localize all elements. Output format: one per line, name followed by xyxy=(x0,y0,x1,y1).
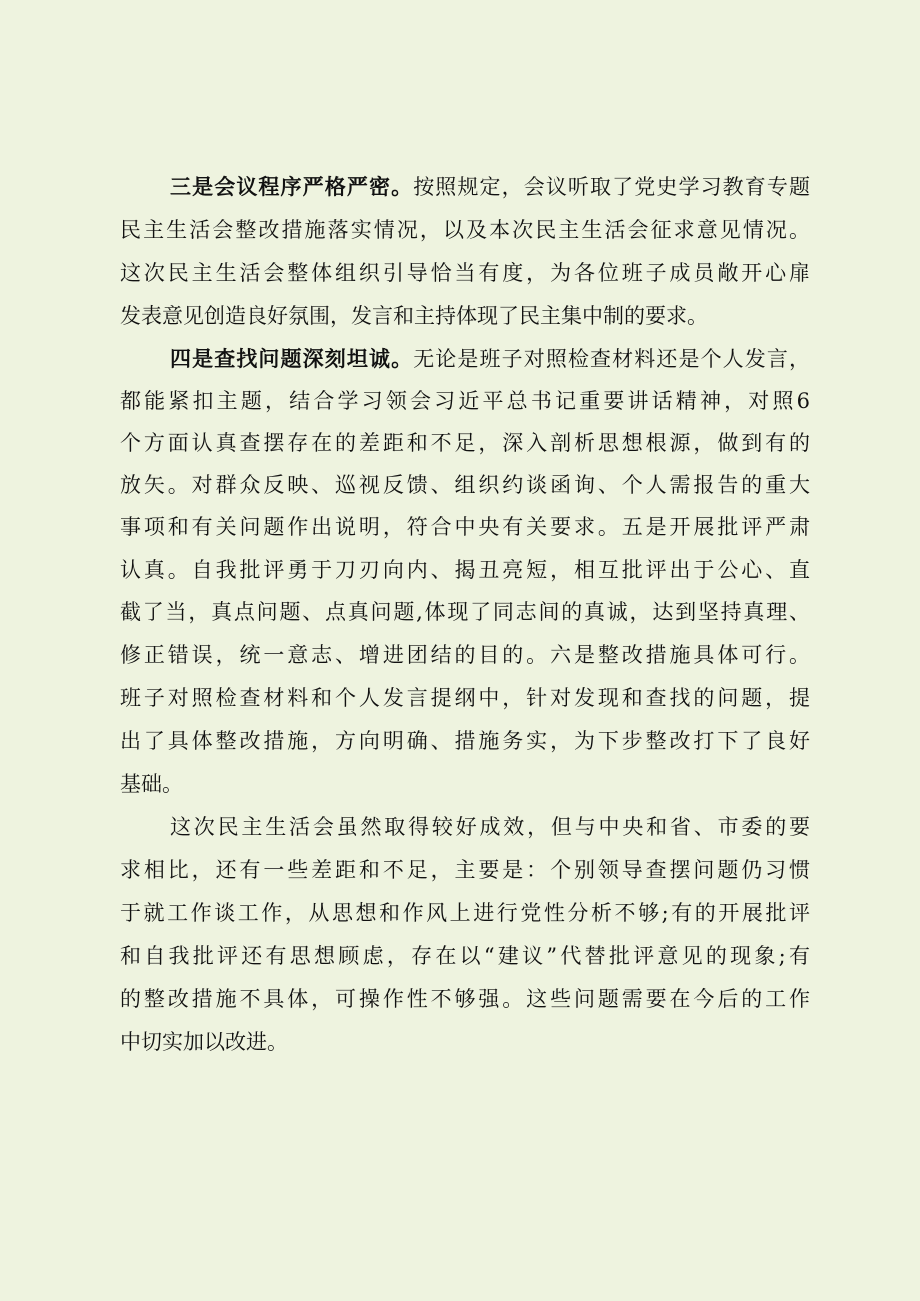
paragraph-3-line-3: 于就工作谈工作，从思想和作风上进行党性分析不够;有的开展批评 xyxy=(120,901,810,925)
paragraph-2-line-1 xyxy=(170,345,810,373)
paragraph-2-line-3: 个方面认真查摆存在的差距和不足，深入剖析思想根源，做到有的 xyxy=(120,431,810,455)
paragraph-3-line-5: 的整改措施不具体，可操作性不够强。这些问题需要在今后的工作 xyxy=(120,987,810,1011)
paragraph-2-line-7: 截了当，真点问题、点真问题,体现了同志间的真诚，达到坚持真理、 xyxy=(120,600,810,624)
paragraph-2-line-10: 出了具体整改措施，方向明确、措施务实，为下步整改打下了良好 xyxy=(120,729,810,753)
paragraph-2-line-2: 都能紧扣主题，结合学习领会习近平总书记重要讲话精神，对照6 xyxy=(120,389,810,413)
paragraph-2-line-6: 认真。自我批评勇于刀刃向内、揭丑亮短，相互批评出于公心、直 xyxy=(120,558,810,582)
paragraph-1-line-4: 发表意见创造良好氛围，发言和主持体现了民主集中制的要求。 xyxy=(120,304,708,328)
paragraph-3-line-1: 这次民主生活会虽然取得较好成效，但与中央和省、市委的要 xyxy=(170,815,810,839)
paragraph-1-line-3: 这次民主生活会整体组织引导恰当有度，为各位班子成员敞开心扉 xyxy=(120,261,810,285)
paragraph-2-line-11: 基础。 xyxy=(120,772,183,796)
paragraph-2-line-5: 事项和有关问题作出说明，符合中央有关要求。五是开展批评严肃 xyxy=(120,515,810,539)
paragraph-2-line-8: 修正错误，统一意志、增进团结的目的。六是整改措施具体可行。 xyxy=(120,643,810,667)
paragraph-3-line-2: 求相比，还有一些差距和不足，主要是：个别领导查摆问题仍习惯 xyxy=(120,858,810,882)
paragraph-2-line-4: 放矢。对群众反映、巡视反馈、组织约谈函询、个人需报告的重大 xyxy=(120,473,810,497)
paragraph-1-lead: 三是会议程序严格严密。 xyxy=(170,175,414,199)
paragraph-3-line-4: 和自我批评还有思想顾虑，存在以“建议”代替批评意见的现象;有 xyxy=(120,944,810,968)
paragraph-2-lead: 四是查找问题深刻坦诚。 xyxy=(170,347,414,371)
paragraph-1-line-2: 民主生活会整改措施落实情况，以及本次民主生活会征求意见情况。 xyxy=(120,218,810,242)
paragraph-1-line-1 xyxy=(170,173,810,201)
paragraph-1-line-1-text: 按照规定，会议听取了党史学习教育专题 xyxy=(413,175,811,199)
paragraph-2-line-1-text: 无论是班子对照检查材料还是个人发言， xyxy=(413,347,811,371)
paragraph-3-line-6: 中切实加以改进。 xyxy=(120,1030,288,1054)
paragraph-2-line-9: 班子对照检查材料和个人发言提纲中，针对发现和查找的问题，提 xyxy=(120,686,810,710)
